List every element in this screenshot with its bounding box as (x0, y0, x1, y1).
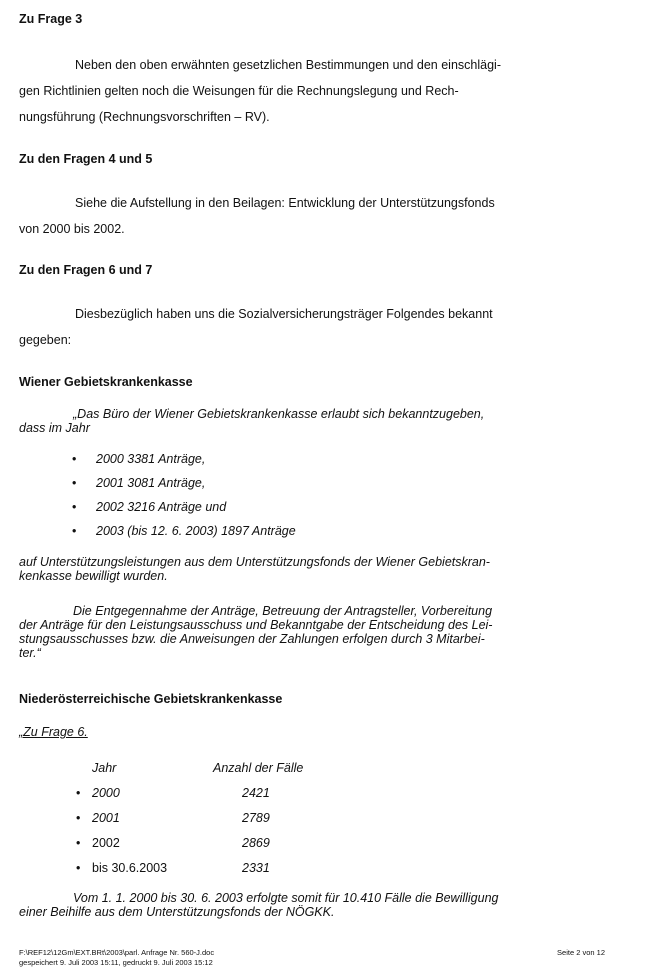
paragraph-line: gegeben: (19, 333, 72, 347)
table-cell-year: 2000 (92, 786, 120, 800)
paragraph-line: von 2000 bis 2002. (19, 222, 125, 236)
quote-line: Die Entgegennahme der Anträge, Betreuung der Antragsteller, Vorbereitung (73, 604, 493, 618)
heading-noegkk: Niederösterreichische Gebietskrankenkasse (19, 692, 283, 706)
paragraph-fragen-4-5 (19, 190, 605, 242)
table-cell-year: 2002 (92, 836, 120, 850)
paragraph-line: gen Richtlinien gelten noch die Weisungen für die Rechnungslegung und Rech- (19, 84, 459, 98)
table-cell-year: 2001 (92, 811, 120, 825)
bullet-icon: • (72, 452, 77, 466)
quote-wgkk-intro (19, 407, 605, 435)
quote-line: kenkasse bewilligt wurden. (19, 569, 168, 583)
footer-saved-printed: gespeichert 9. Juli 2003 15:11, gedruckt 9. Juli 2003 15:12 (19, 958, 213, 967)
quote-line: ter.“ (19, 646, 41, 660)
heading-fragen-4-5: Zu den Fragen 4 und 5 (19, 152, 153, 166)
list-item: • 2001 3081 Anträge, (72, 471, 296, 495)
paragraph-line: nungsführung (Rechnungsvorschriften – RV). (19, 110, 270, 124)
paragraph-fragen-6-7 (19, 301, 605, 353)
footer-file-path: F:\REF12\12Gm\EXT.BRt\2003\parl. Anfrage Nr. 560-J.doc (19, 948, 215, 957)
noegkk-cases-table (76, 756, 336, 881)
table-row (76, 806, 336, 831)
quote-line: „Das Büro der Wiener Gebietskrankenkasse erlaubt sich bekanntzugeben, (73, 407, 485, 421)
bullet-icon: • (72, 500, 77, 514)
list-item: • 2002 3216 Anträge und (72, 495, 296, 519)
subheading-zu-frage-6: „Zu Frage 6. (19, 725, 88, 739)
paragraph-frage-3 (19, 52, 605, 130)
quote-line: der Anträge für den Leistungsausschuss und Bekanntgabe der Entscheidung des Lei- (19, 618, 493, 632)
table-row (76, 856, 336, 881)
footer-page-number: Seite 2 von 12 (557, 948, 605, 957)
quote-wgkk-after-list (19, 555, 605, 583)
table-cell-count: 2331 (242, 861, 270, 875)
paragraph-line: Siehe die Aufstellung in den Beilagen: Entwicklung der Unterstützungsfonds (75, 196, 495, 210)
table-cell-year: bis 30.6.2003 (92, 861, 168, 875)
quote-line: auf Unterstützungsleistungen aus dem Unterstützungsfonds der Wiener Gebietskran- (19, 555, 490, 569)
heading-fragen-6-7: Zu den Fragen 6 und 7 (19, 263, 153, 277)
bullet-icon: • (76, 861, 81, 875)
table-cell-count: 2421 (242, 786, 270, 800)
bullet-icon: • (76, 786, 81, 800)
bullet-icon: • (72, 476, 77, 490)
footer-file-info (19, 948, 214, 968)
heading-wgkk: Wiener Gebietskrankenkasse (19, 375, 193, 389)
paragraph-line: Diesbezüglich haben uns die Sozialversicherungsträger Folgendes bekannt (75, 307, 493, 321)
table-row (76, 831, 336, 856)
list-item: • 2000 3381 Anträge, (72, 447, 296, 471)
noegkk-summary (19, 891, 605, 919)
quote-wgkk-staff (19, 604, 605, 660)
wgkk-antraege-list (72, 447, 296, 543)
table-header (76, 756, 336, 781)
bullet-icon: • (76, 811, 81, 825)
quote-line: dass im Jahr (19, 421, 90, 435)
column-header-jahr: Jahr (92, 761, 117, 775)
heading-frage-3: Zu Frage 3 (19, 12, 83, 26)
bullet-icon: • (76, 836, 81, 850)
paragraph-line: Neben den oben erwähnten gesetzlichen Bestimmungen und den einschlägi- (75, 58, 501, 72)
table-cell-count: 2789 (242, 811, 270, 825)
list-item: • 2003 (bis 12. 6. 2003) 1897 Anträge (72, 519, 296, 543)
bullet-icon: • (72, 524, 77, 538)
table-cell-count: 2869 (242, 836, 270, 850)
table-row (76, 781, 336, 806)
summary-line: Vom 1. 1. 2000 bis 30. 6. 2003 erfolgte somit für 10.410 Fälle die Bewilligung (73, 891, 499, 905)
summary-line: einer Beihilfe aus dem Unterstützungsfonds der NÖGKK. (19, 905, 335, 919)
column-header-anzahl: Anzahl der Fälle (213, 761, 304, 775)
quote-line: stungsausschusses bzw. die Anweisungen der Zahlungen erfolgen durch 3 Mitarbei- (19, 632, 485, 646)
